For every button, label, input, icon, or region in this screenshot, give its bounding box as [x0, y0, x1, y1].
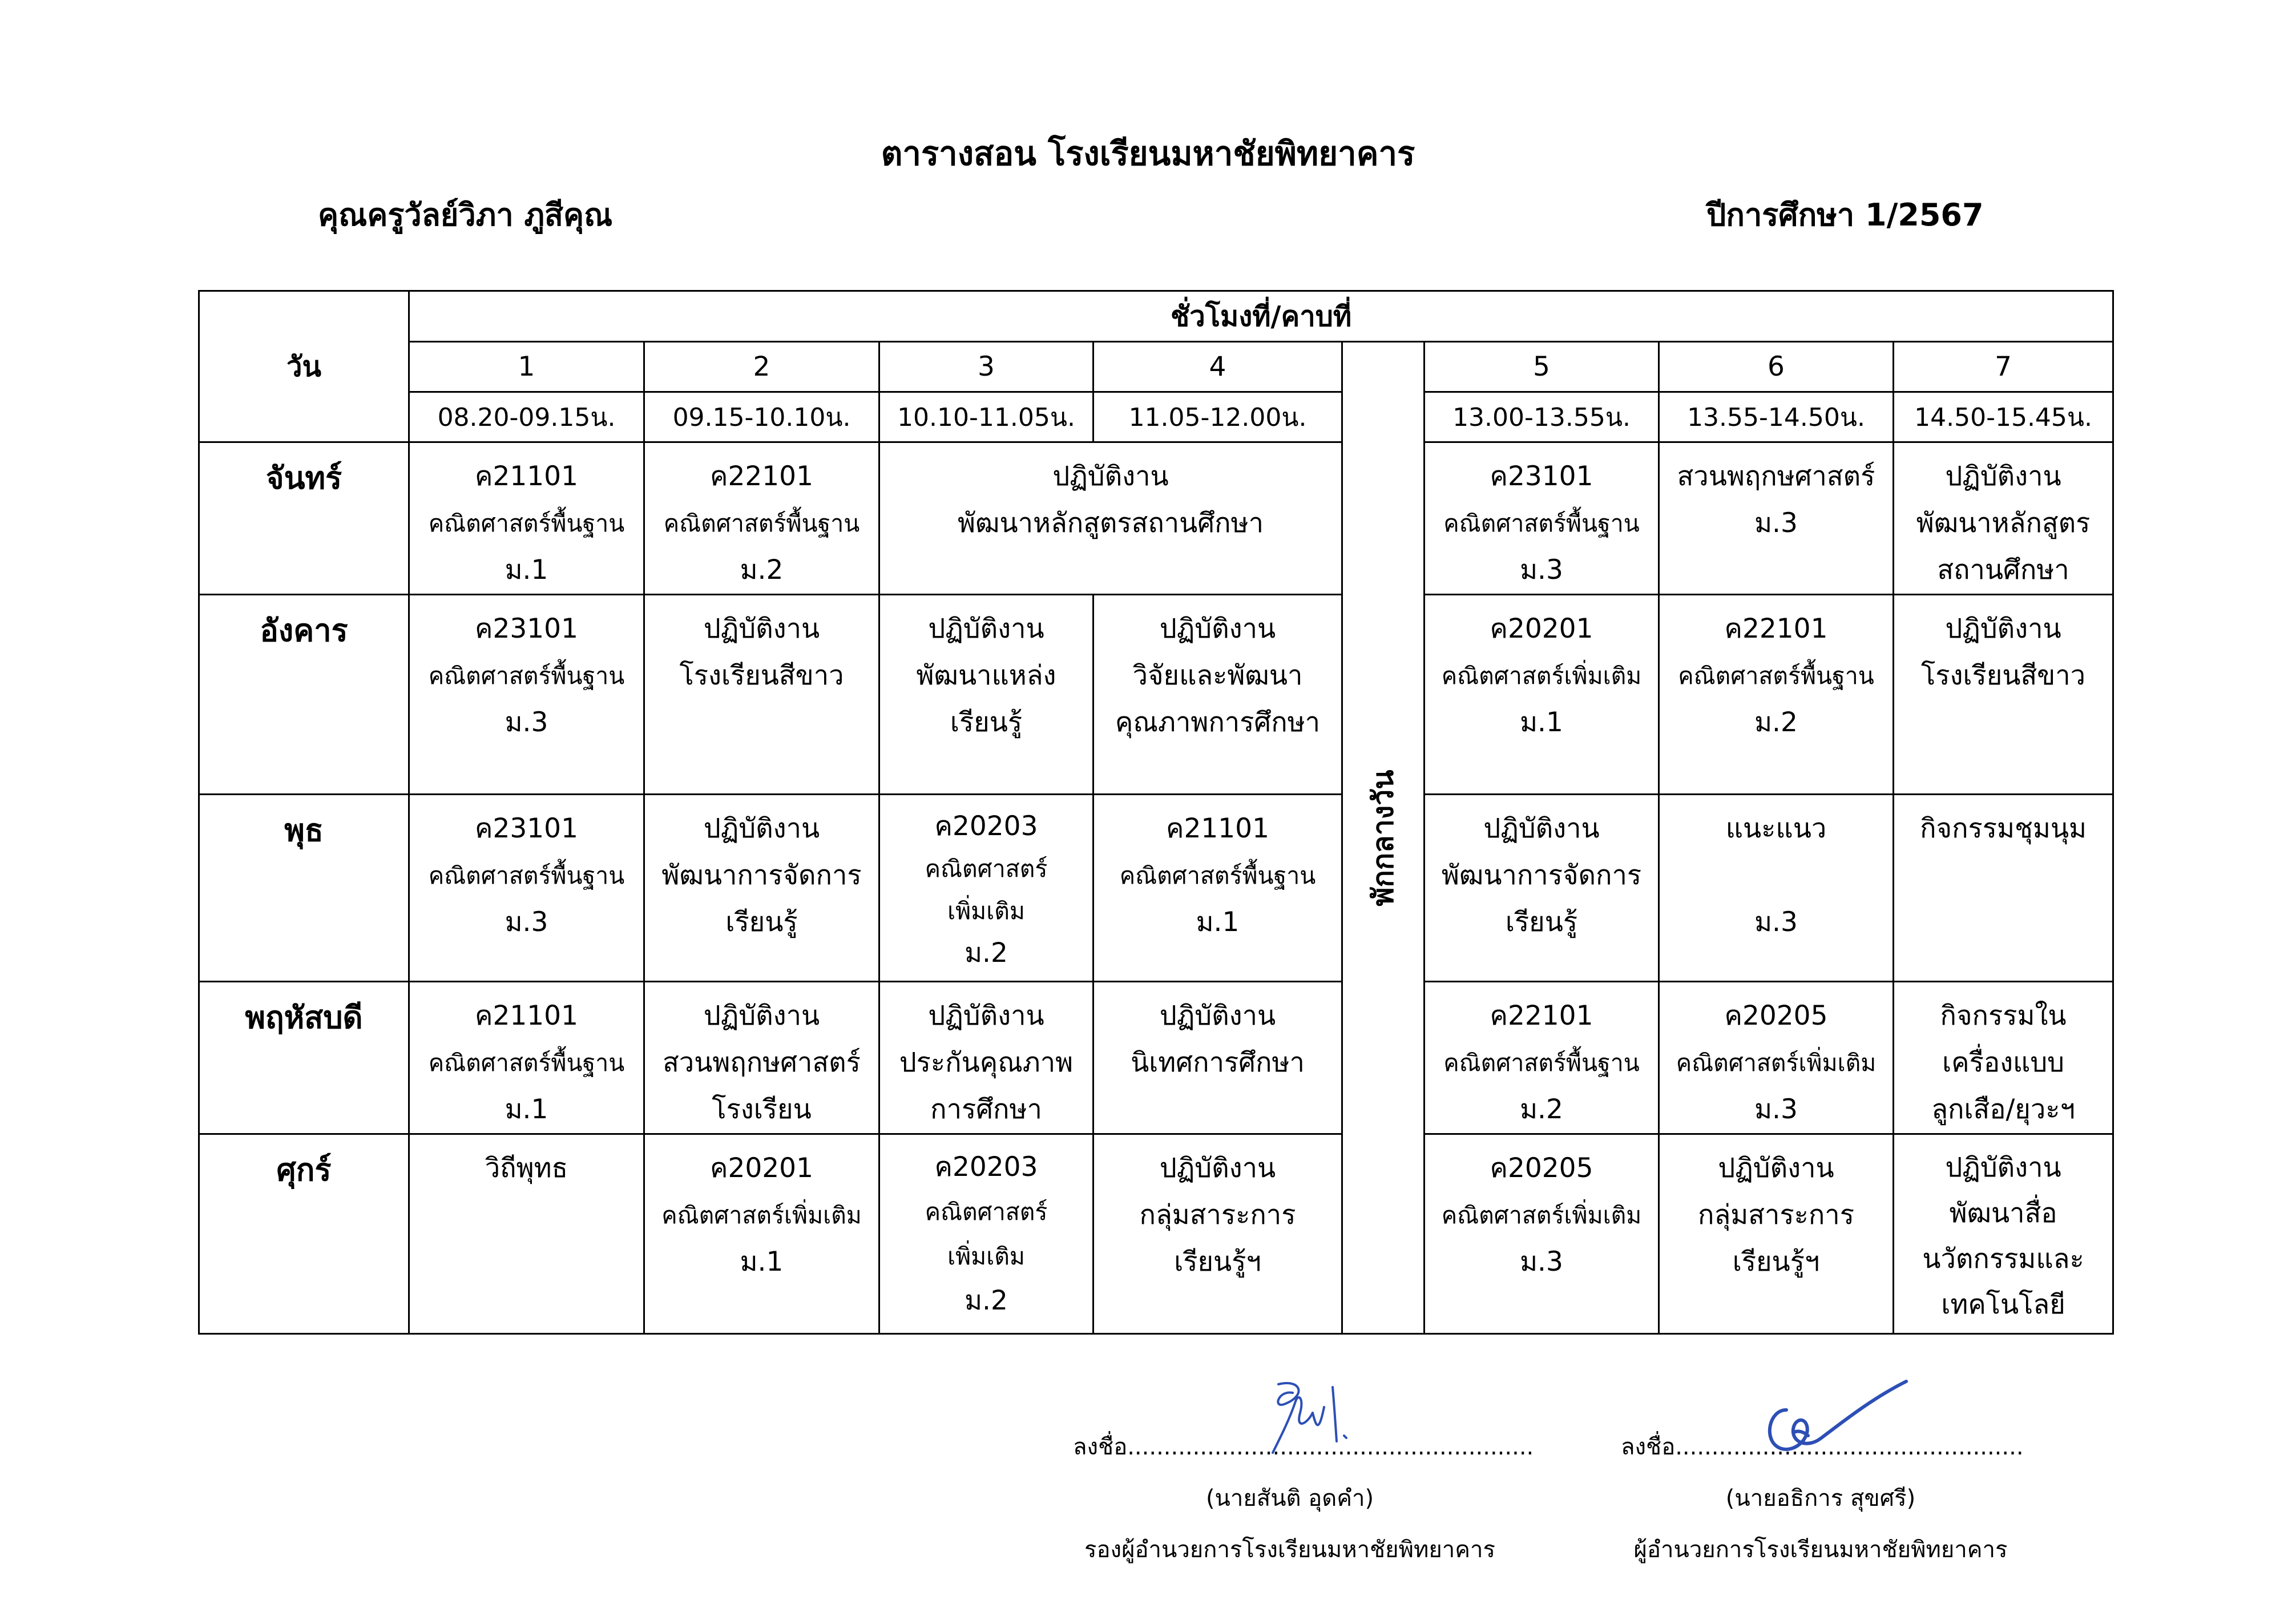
- academic-year: ปีการศึกษา 1/2567: [1706, 197, 1984, 233]
- activity-line: พัฒนาการจัดการ: [661, 860, 862, 891]
- schedule-cell: [644, 595, 879, 795]
- schedule-cell: [1659, 595, 1894, 795]
- activity-line: เครื่องแบบ: [1942, 1047, 2064, 1078]
- day-header: วัน: [199, 291, 409, 442]
- subject-code: ค22101: [1724, 613, 1828, 644]
- grade-level: ม.1: [1196, 906, 1240, 938]
- period-number: 6: [1659, 342, 1894, 392]
- schedule-cell: [1894, 795, 2113, 982]
- activity-line: วิถีพุทธ: [485, 1152, 568, 1184]
- activity-line: ปฏิบัติงาน: [928, 613, 1044, 644]
- activity-line: การศึกษา: [930, 1094, 1042, 1125]
- grade-level: ม.3: [1520, 554, 1563, 586]
- activity-line: สวนพฤกษศาสตร์: [1677, 461, 1875, 492]
- day-row-wednesday: [199, 795, 2113, 982]
- schedule-cell: [1425, 442, 1659, 595]
- day-label: พุธ: [199, 795, 409, 982]
- activity-line: ปฏิบัติงาน: [1159, 1000, 1276, 1031]
- activity-line: พัฒนาหลักสูตร: [1916, 507, 2091, 539]
- activity-line: กิจกรรมใน: [1940, 1000, 2067, 1031]
- activity-line: คุณภาพการศึกษา: [1115, 707, 1321, 738]
- activity-line: พัฒนาการจัดการ: [1441, 860, 1642, 891]
- subject-name: คณิตศาสตร์พื้นฐาน: [1119, 862, 1316, 889]
- grade-level: ม.3: [1754, 906, 1798, 938]
- schedule-cell: [1425, 795, 1659, 982]
- subject-name: เพิ่มเติม: [947, 1243, 1025, 1270]
- activity-line: เรียนรู้: [1505, 906, 1578, 938]
- activity-line: ปฏิบัติงาน: [1945, 1152, 2061, 1183]
- schedule-cell: [644, 982, 879, 1134]
- activity-line: นิเทศการศึกษา: [1131, 1047, 1305, 1078]
- subject-code: ค23101: [475, 613, 578, 644]
- schedule-cell: [1425, 595, 1659, 795]
- activity-line: เรียนรู้: [950, 707, 1023, 738]
- subject-name: คณิตศาสตร์พื้นฐาน: [1443, 1049, 1640, 1077]
- subject-code: ค22101: [710, 461, 813, 492]
- sign-label: ลงชื่อ: [1621, 1434, 1676, 1460]
- activity-line: ประกันคุณภาพ: [899, 1047, 1074, 1078]
- activity-line: กลุ่มสาระการ: [1698, 1199, 1854, 1231]
- day-row-thursday: [199, 982, 2113, 1134]
- subject-name: คณิตศาสตร์: [925, 1198, 1048, 1226]
- day-label: ศุกร์: [199, 1134, 409, 1334]
- period-number: 5: [1425, 342, 1659, 392]
- period-header: ชั่วโมงที่/คาบที่: [409, 291, 2113, 342]
- grade-level: ม.1: [1520, 707, 1563, 738]
- activity-line: สวนพฤกษศาสตร์: [663, 1047, 861, 1078]
- schedule-cell: [409, 595, 644, 795]
- period-time: 13.55-14.50น.: [1659, 392, 1894, 442]
- subject-name: คณิตศาสตร์พื้นฐาน: [663, 510, 860, 537]
- subject-code: ค21101: [1166, 813, 1269, 844]
- signer-position: ผู้อำนวยการโรงเรียนมหาชัยพิทยาคาร: [1633, 1537, 2008, 1563]
- activity-line: โรงเรียน: [712, 1094, 812, 1125]
- schedule-cell: [1659, 1134, 1894, 1334]
- activity-line: ปฏิบัติงาน: [1159, 1152, 1276, 1184]
- schedule-cell: [1425, 1134, 1659, 1334]
- schedule-cell: [1659, 982, 1894, 1134]
- spacer: [1660, 852, 1893, 899]
- schedule-cell: [1659, 442, 1894, 595]
- activity-line: พัฒนาสื่อ: [1949, 1198, 2057, 1229]
- subject-code: ค20201: [710, 1152, 813, 1184]
- handwritten-signature-deputy: [1238, 1373, 1364, 1458]
- subject-name: คณิตศาสตร์พื้นฐาน: [428, 510, 625, 537]
- subject-name: คณิตศาสตร์: [925, 855, 1048, 882]
- sign-label: ลงชื่อ: [1073, 1434, 1128, 1460]
- schedule-cell: [409, 442, 644, 595]
- activity-line: เรียนรู้ฯ: [1732, 1246, 1820, 1278]
- subject-name: คณิตศาสตร์พื้นฐาน: [1443, 510, 1640, 537]
- schedule-cell: [1894, 595, 2113, 795]
- period-time: 13.00-13.55น.: [1425, 392, 1659, 442]
- subject-code: ค20203: [934, 1151, 1038, 1183]
- grade-level: ม.3: [1520, 1246, 1563, 1278]
- period-time: 09.15-10.10น.: [644, 392, 879, 442]
- subject-name: คณิตศาสตร์พื้นฐาน: [428, 862, 625, 889]
- grade-level: ม.3: [1754, 507, 1798, 539]
- grade-level: ม.1: [740, 1246, 784, 1278]
- page-title: ตารางสอน โรงเรียนมหาชัยพิทยาคาร: [881, 134, 1415, 173]
- day-label: จันทร์: [199, 442, 409, 595]
- subject-code: ค23101: [475, 813, 578, 844]
- schedule-cell: [879, 595, 1093, 795]
- activity-line: นวัตกรรมและ: [1922, 1243, 2084, 1275]
- activity-line: ปฏิบัติงาน: [1718, 1152, 1834, 1184]
- grade-level: ม.2: [1520, 1094, 1563, 1125]
- subject-name: คณิตศาสตร์เพิ่มเติม: [661, 1202, 862, 1229]
- grade-level: ม.2: [965, 937, 1008, 969]
- schedule-cell: [1093, 795, 1342, 982]
- schedule-cell: [1093, 595, 1342, 795]
- schedule-cell: [1894, 982, 2113, 1134]
- grade-level: ม.1: [505, 554, 548, 586]
- day-label: พฤหัสบดี: [199, 982, 409, 1134]
- schedule-cell: [644, 795, 879, 982]
- activity-line: ปฏิบัติงาน: [703, 813, 820, 844]
- subject-code: ค21101: [475, 461, 578, 492]
- activity-line: สถานศึกษา: [1937, 554, 2069, 586]
- activity-line: ปฏิบัติงาน: [1945, 461, 2061, 492]
- activity-line: เรียนรู้: [725, 906, 798, 938]
- period-time: 11.05-12.00น.: [1093, 392, 1342, 442]
- subject-name: คณิตศาสตร์พื้นฐาน: [428, 1049, 625, 1077]
- day-label: อังคาร: [199, 595, 409, 795]
- day-row-friday: [199, 1134, 2113, 1334]
- activity-line: กลุ่มสาระการ: [1139, 1199, 1296, 1231]
- schedule-table: [198, 290, 2114, 1335]
- activity-line: โรงเรียนสีขาว: [679, 660, 844, 691]
- activity-line: กิจกรรมชุมนุม: [1920, 813, 2087, 844]
- subject-name: คณิตศาสตร์พื้นฐาน: [1678, 662, 1874, 690]
- day-row-monday: [199, 442, 2113, 595]
- subject-code: ค20205: [1724, 1000, 1828, 1031]
- subject-name: คณิตศาสตร์พื้นฐาน: [428, 662, 625, 690]
- subject-code: ค22101: [1490, 1000, 1593, 1031]
- signer-name: (นายอธิการ สุขศรี): [1725, 1485, 1916, 1512]
- activity-line: ปฏิบัติงาน: [928, 1000, 1044, 1031]
- schedule-cell: [1894, 1134, 2113, 1334]
- grade-level: ม.3: [1754, 1094, 1798, 1125]
- schedule-cell: [1894, 442, 2113, 595]
- activity-line: ปฏิบัติงาน: [1945, 613, 2061, 644]
- grade-level: ม.1: [505, 1094, 548, 1125]
- activity-line: ปฏิบัติงาน: [703, 1000, 820, 1031]
- schedule-cell: [409, 982, 644, 1134]
- period-number: 1: [409, 342, 644, 392]
- subject-code: ค20203: [934, 811, 1038, 842]
- lunch-label: พักกลางวัน: [1366, 769, 1399, 906]
- period-number: 2: [644, 342, 879, 392]
- day-row-tuesday: [199, 595, 2113, 795]
- period-number: 4: [1093, 342, 1342, 392]
- subject-code: ค23101: [1490, 461, 1593, 492]
- period-time: 08.20-09.15น.: [409, 392, 644, 442]
- period-time: 14.50-15.45น.: [1894, 392, 2113, 442]
- subject-code: ค21101: [475, 1000, 578, 1031]
- schedule-cell: [1093, 982, 1342, 1134]
- handwritten-signature-director: [1746, 1376, 1912, 1461]
- activity-line: ปฏิบัติงาน: [1052, 461, 1169, 492]
- activity-line: ปฏิบัติงาน: [1483, 813, 1600, 844]
- schedule-cell: [409, 795, 644, 982]
- sign-dots: ................................................: [1675, 1434, 2024, 1460]
- period-number: 3: [879, 342, 1093, 392]
- teacher-name: คุณครูวัลย์วิภา ภูสีคุณ: [318, 197, 613, 233]
- schedule-cell: [879, 795, 1093, 982]
- schedule-cell: [1659, 795, 1894, 982]
- subject-code: ค20201: [1490, 613, 1593, 644]
- activity-line: วิจัยและพัฒนา: [1132, 660, 1303, 691]
- lunch-break-column: [1342, 342, 1425, 1334]
- schedule-cell: [1093, 1134, 1342, 1334]
- subject-name: คณิตศาสตร์เพิ่มเติม: [1441, 662, 1642, 690]
- schedule-cell: [644, 442, 879, 595]
- activity-line: แนะแนว: [1725, 813, 1827, 844]
- activity-line: ปฏิบัติงาน: [1159, 613, 1276, 644]
- subject-name: คณิตศาสตร์เพิ่มเติม: [1441, 1202, 1642, 1229]
- activity-line: โรงเรียนสีขาว: [1921, 660, 2086, 691]
- signer-name: (นายสันติ อุดคำ): [1205, 1485, 1374, 1512]
- grade-level: ม.3: [505, 707, 548, 738]
- sign-dots: ........................................................: [1127, 1434, 1534, 1460]
- grade-level: ม.3: [505, 906, 548, 938]
- grade-level: ม.2: [1754, 707, 1798, 738]
- activity-line: ปฏิบัติงาน: [703, 613, 820, 644]
- period-time: 10.10-11.05น.: [879, 392, 1093, 442]
- schedule-cell: [879, 442, 1342, 595]
- schedule-cell: [879, 1134, 1093, 1334]
- signer-position: รองผู้อำนวยการโรงเรียนมหาชัยพิทยาคาร: [1084, 1537, 1495, 1563]
- subject-code: ค20205: [1490, 1152, 1593, 1184]
- subject-name: คณิตศาสตร์เพิ่มเติม: [1676, 1049, 1877, 1077]
- subject-name: เพิ่มเติม: [947, 897, 1025, 925]
- grade-level: ม.2: [740, 554, 784, 586]
- grade-level: ม.2: [965, 1285, 1008, 1316]
- schedule-cell: [1425, 982, 1659, 1134]
- activity-line: เทคโนโลยี: [1941, 1289, 2065, 1320]
- activity-line: ลูกเสือ/ยุวะฯ: [1931, 1094, 2075, 1125]
- period-number: 7: [1894, 342, 2113, 392]
- schedule-cell: [644, 1134, 879, 1334]
- activity-line: พัฒนาแหล่ง: [916, 660, 1056, 691]
- activity-line: เรียนรู้ฯ: [1174, 1246, 1261, 1278]
- schedule-cell: [409, 1134, 644, 1334]
- schedule-cell: [879, 982, 1093, 1134]
- activity-line: พัฒนาหลักสูตรสถานศึกษา: [958, 507, 1264, 539]
